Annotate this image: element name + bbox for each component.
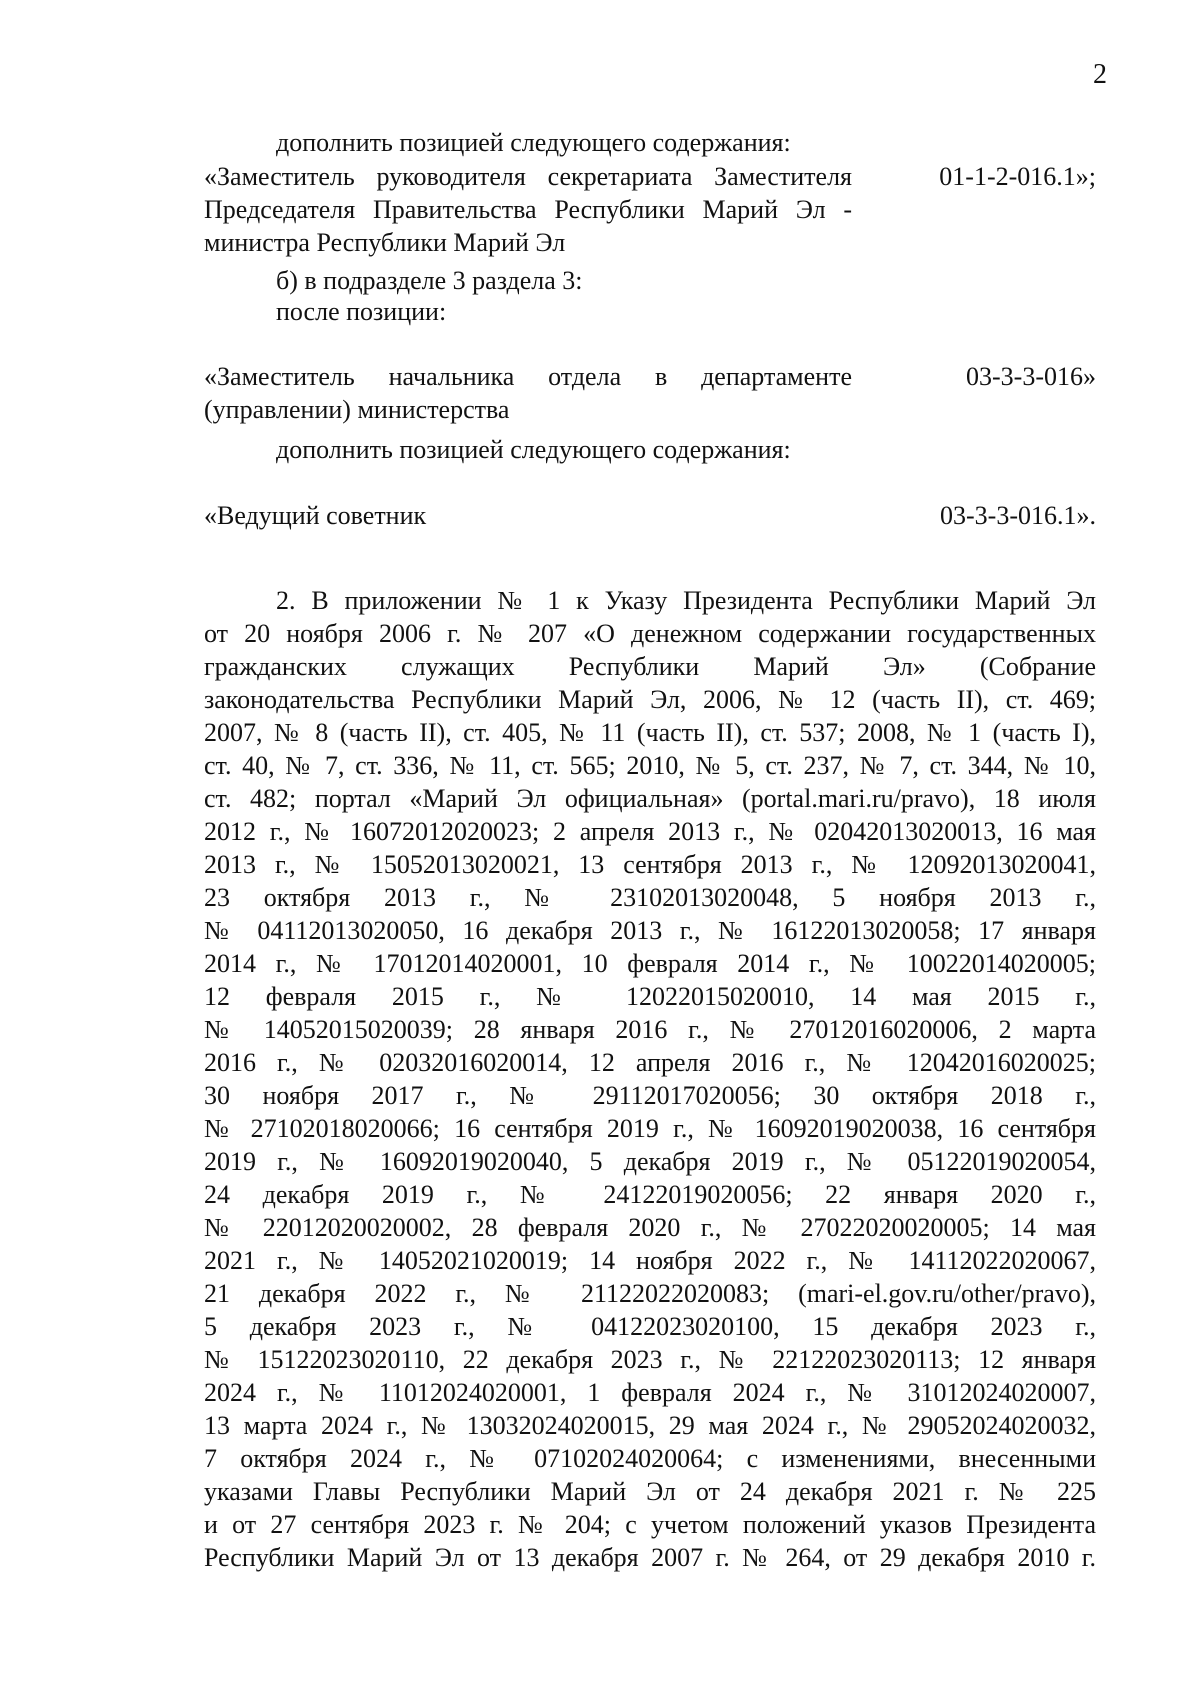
intro-line: дополнить позицией следующего содержания: xyxy=(276,128,791,157)
paragraph-line: от 20 ноября 2006 г. № 207 «О денежном содержании государственных xyxy=(204,619,1096,648)
paragraph-line: и от 27 сентября 2023 г. № 204; с учетом положений указов Президента xyxy=(204,1510,1096,1539)
paragraph-line: 2024 г., № 11012024020001, 1 февраля 2024 г., № 31012024020007, xyxy=(204,1378,1096,1407)
intro-line-2: дополнить позицией следующего содержания: xyxy=(276,435,791,464)
position-1-row-1 xyxy=(204,160,1096,193)
paragraph-line: 5 декабря 2023 г., № 04122023020100, 15 декабря 2023 г., xyxy=(204,1312,1096,1341)
position-2-title-line: «Заместитель начальника отдела в департаменте xyxy=(204,362,852,391)
position-3-code: 03-3-3-016.1». xyxy=(940,501,1096,530)
position-1-title-line: «Заместитель руководителя секретариата Заместителя xyxy=(204,162,852,191)
paragraph-line: 2012 г., № 16072012020023; 2 апреля 2013 г., № 02042013020013, 16 мая xyxy=(204,817,1096,846)
paragraph-line: 21 декабря 2022 г., № 21122022020083; (mari-el.gov.ru/other/pravo), xyxy=(204,1279,1096,1308)
paragraph-line: указами Главы Республики Марий Эл от 24 декабря 2021 г. № 225 xyxy=(204,1477,1096,1506)
paragraph-line: 12 февраля 2015 г., № 12022015020010, 14 мая 2015 г., xyxy=(204,982,1096,1011)
paragraph-line: Республики Марий Эл от 13 декабря 2007 г. № 264, от 29 декабря 2010 г. xyxy=(204,1543,1096,1572)
paragraph-line: законодательства Республики Марий Эл, 2006, № 12 (часть II), ст. 469; xyxy=(204,685,1096,714)
position-1-title-line: министра Республики Марий Эл xyxy=(204,228,566,257)
paragraph-line: 24 декабря 2019 г., № 24122019020056; 22 января 2020 г., xyxy=(204,1180,1096,1209)
position-1 xyxy=(204,160,1096,259)
paragraph-line: 23 октября 2013 г., № 23102013020048, 5 ноября 2013 г., xyxy=(204,883,1096,912)
paragraph-line: 2021 г., № 14052021020019; 14 ноября 2022 г., № 14112022020067, xyxy=(204,1246,1096,1275)
page-number: 2 xyxy=(1093,59,1107,90)
position-2 xyxy=(204,360,1096,426)
position-3-title: «Ведущий советник xyxy=(204,501,427,530)
paragraph-line: 2014 г., № 17012014020001, 10 февраля 2014 г., № 10022014020005; xyxy=(204,949,1096,978)
paragraph-line: 2019 г., № 16092019020040, 5 декабря 2019 г., № 05122019020054, xyxy=(204,1147,1096,1176)
paragraph-line: № 14052015020039; 28 января 2016 г., № 27012016020006, 2 марта xyxy=(204,1015,1096,1044)
paragraph-line: 2013 г., № 15052013020021, 13 сентября 2013 г., № 12092013020041, xyxy=(204,850,1096,879)
position-3-row xyxy=(204,499,1096,532)
position-3 xyxy=(204,499,1096,532)
paragraph-line: 7 октября 2024 г., № 07102024020064; с изменениями, внесенными xyxy=(204,1444,1096,1473)
paragraph-line: 2007, № 8 (часть II), ст. 405, № 11 (часть II), ст. 537; 2008, № 1 (часть I), xyxy=(204,718,1096,747)
position-1-code: 01-1-2-016.1»; xyxy=(939,162,1096,191)
paragraph-line: № 15122023020110, 22 декабря 2023 г., № 22122023020113; 12 января xyxy=(204,1345,1096,1374)
paragraph-line: № 27102018020066; 16 сентября 2019 г., № 16092019020038, 16 сентября xyxy=(204,1114,1096,1143)
paragraph-line: 2016 г., № 02032016020014, 12 апреля 2016 г., № 12042016020025; xyxy=(204,1048,1096,1077)
paragraph-line: ст. 482; портал «Марий Эл официальная» (portal.mari.ru/pravo), 18 июля xyxy=(204,784,1096,813)
paragraph-line: 2. В приложении № 1 к Указу Президента Республики Марий Эл xyxy=(276,586,1096,615)
paragraph-line: ст. 40, № 7, ст. 336, № 11, ст. 565; 2010, № 5, ст. 237, № 7, ст. 344, № 10, xyxy=(204,751,1096,780)
subsection-b: б) в подразделе 3 раздела 3: xyxy=(276,266,583,295)
paragraph-line: 13 марта 2024 г., № 13032024020015, 29 мая 2024 г., № 29052024020032, xyxy=(204,1411,1096,1440)
paragraph-line: № 22012020020002, 28 февраля 2020 г., № 27022020020005; 14 мая xyxy=(204,1213,1096,1242)
position-2-row-1 xyxy=(204,360,1096,393)
paragraph-line: № 04112013020050, 16 декабря 2013 г., № 16122013020058; 17 января xyxy=(204,916,1096,945)
position-2-code: 03-3-3-016» xyxy=(966,362,1096,391)
position-2-title-line: (управлении) министерства xyxy=(204,395,510,424)
paragraph-line: 30 ноября 2017 г., № 29112017020056; 30 октября 2018 г., xyxy=(204,1081,1096,1110)
position-1-title-line: Председателя Правительства Республики Марий Эл - xyxy=(204,195,852,224)
after-position: после позиции: xyxy=(276,297,447,326)
paragraph-line: гражданских служащих Республики Марий Эл» (Собрание xyxy=(204,652,1096,681)
paragraph-2 xyxy=(204,584,1096,1574)
